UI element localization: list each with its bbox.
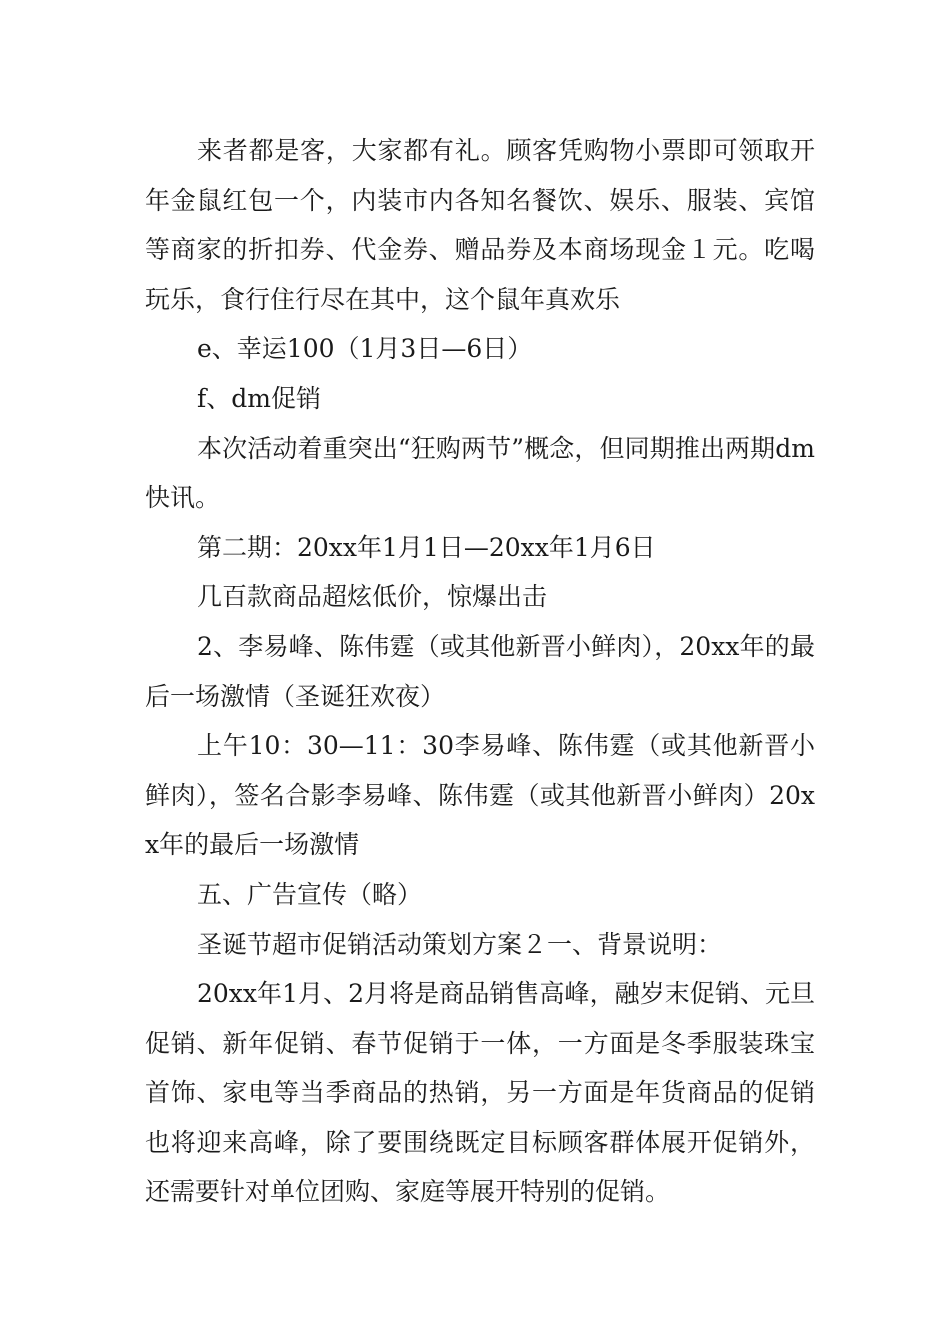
paragraph-phase-two: 第二期：20xx年1月1日—20xx年1月6日	[197, 532, 656, 562]
paragraph-red-envelope: 来者都是客，大家都有礼。顾客凭购物小票即可领取开年金鼠红包一个，内装市内各知名餐饮、娱乐、服装、宾馆等商家的折扣券、代金券、赠品券及本商场现金１元。吃喝玩乐，食行住行尽在其中，这个鼠年真欢乐	[145, 136, 815, 314]
paragraph-dm-promotion: f、dm促销	[197, 383, 321, 413]
paragraph-advertising: 五、广告宣传（略）	[197, 879, 423, 909]
paragraph-lucky-100: e、幸运100（1月3日—6日）	[197, 334, 533, 364]
paragraph-celebrity-event: 2、李易峰、陈伟霆（或其他新晋小鲜肉），20xx年的最后一场激情（圣诞狂欢夜）	[145, 631, 815, 711]
document-body	[145, 126, 815, 1217]
paragraph-event-schedule: 上午10：30—11：30李易峰、陈伟霆（或其他新晋小鲜肉），签名合影李易峰、陈伟霆（或其他新晋小鲜肉）20xx年的最后一场激情	[145, 731, 815, 860]
paragraph-low-price: 几百款商品超炫低价，惊爆出击	[197, 582, 548, 612]
paragraph-background: 20xx年1月、2月将是商品销售高峰，融岁末促销、元旦促销、新年促销、春节促销于一体，一方面是冬季服装珠宝首饰、家电等当季商品的热销，另一方面是年货商品的促销也将迎来高峰，除了要围绕既定目标顾客群体展开促销外，还需要针对单位团购、家庭等展开特别的促销。	[145, 979, 815, 1207]
paragraph-dm-flyer: 本次活动着重突出“狂购两节”概念，但同期推出两期dm快讯。	[145, 433, 815, 513]
paragraph-plan-title: 圣诞节超市促销活动策划方案２一、背景说明：	[197, 929, 723, 959]
